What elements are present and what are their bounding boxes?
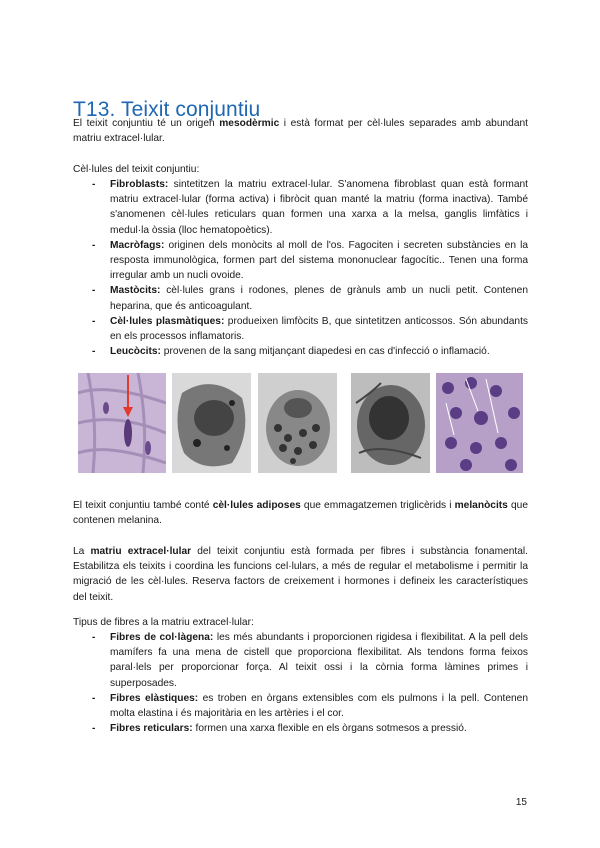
mast-cell-micrograph	[258, 373, 337, 473]
list-item-term: Mastòcits:	[110, 285, 161, 297]
list-item	[73, 721, 528, 736]
melanocyte-bold-term: melanòcits	[454, 500, 508, 511]
plasma-cell-micrograph	[351, 373, 430, 473]
list-item-term: Fibroblasts:	[110, 179, 169, 190]
list-item	[73, 283, 528, 313]
macrophage-micrograph	[172, 373, 251, 473]
list-item-text: produeixen limfòcits B, que sintetitzen anticossos. Són abundants en els processos inflamatoris.	[110, 315, 528, 343]
list-item-term: Cèl·lules plasmàtiques:	[110, 315, 225, 327]
list-item	[73, 314, 528, 344]
list-item-text: les més abundants i proporcionen rigidesa i flexibilitat. A la pell dels mamífers fa una mena de cistell que proporciona flexibilitat. Als tendons forma feixos paral·lels per proporcionar força. Al teixit ossi i la còrnia forma làmines primes i superposades.	[110, 632, 528, 689]
matrix-text: La	[73, 546, 91, 557]
list-item-text: cèl·lules grans i rodones, plenes de grànuls amb un nucli petit. Contenen heparina, que és anticoagulant.	[110, 285, 528, 312]
intro-text-end: i està format per cèl·lules separades amb abundant matriu extracel·lular.	[73, 118, 528, 145]
adipose-bold-term: cèl·lules adiposes	[212, 500, 301, 511]
adipose-text-mid: que emmagatzemen triglicèrids i	[300, 500, 455, 511]
leukocyte-micrograph	[436, 373, 523, 473]
matrix-bold-term: matriu extracel·lular	[90, 546, 192, 557]
list-item-term: Leucòcits:	[110, 346, 161, 358]
list-item	[73, 344, 528, 359]
cells-list	[73, 177, 528, 359]
list-item-text: es troben en òrgans extensibles com els pulmons i la pell. Contenen molta elastina i és majoritària en les artèries i el cor.	[110, 692, 528, 720]
intro-paragraph	[73, 116, 528, 146]
adipose-text: El teixit conjuntiu també conté	[73, 500, 213, 511]
list-item	[73, 630, 528, 691]
list-item	[73, 177, 528, 238]
list-item-term: Fibres reticulars:	[110, 723, 193, 735]
intro-bold-term: mesodèrmic	[219, 118, 280, 129]
list-item-text: formen una xarxa flexible en els òrgans sotmesos a pressió.	[192, 723, 467, 735]
page-number: 15	[515, 797, 527, 808]
intro-text: El teixit conjuntiu té un origen	[73, 118, 220, 129]
list-item-term: Macròfags:	[110, 239, 165, 251]
list-item-text: provenen de la sang mitjançant diapedesi en cas d'infecció o inflamació.	[160, 346, 490, 358]
list-item-text: sintetitzen la matriu extracel·lular. S'anomena fibroblast quan està formant matriu extracel·lular (forma activa) i fibròcit quan manté la matriu (forma inactiva). També s'anomenen cèl·lules reticulars quan formen una xarxa a la melsa, ganglis limfàtics i medul·la òssia (lloc hematopoètics).	[110, 179, 528, 236]
fibroblast-micrograph	[78, 373, 166, 473]
list-item-text: originen dels monòcits al moll de l'os. Fagociten i secreten substàncies en la resposta immunològica, formen part del sistema mononuclear fagocític.. Tenen una forma irregular amb un nucli ovoide.	[110, 239, 528, 282]
cells-heading: Cèl·lules del teixit conjuntiu:	[73, 164, 200, 175]
matrix-text-end: del teixit conjuntiu està formada per fibres i substància fonamental. Estabilitza els teixits i coordina les funcions cel·lulars, a més de regular el metabolisme i permitir la migració de les cèl·lules. Reserva factors de creixement i hormones i defineix les característiques del teixit.	[73, 546, 529, 603]
fibres-heading: Tipus de fibres a la matriu extracel·lular:	[73, 617, 254, 628]
page-title: T13. Teixit conjuntiu	[73, 98, 261, 122]
matrix-paragraph	[73, 544, 528, 605]
list-item	[73, 238, 528, 284]
adipose-paragraph	[73, 498, 528, 528]
list-item-term: Fibres elàstiques:	[110, 692, 199, 704]
adipose-text-end: que contenen melanina.	[73, 500, 528, 527]
fibres-list	[73, 630, 528, 736]
list-item-term: Fibres de col·làgena:	[110, 632, 214, 643]
list-item	[73, 691, 528, 721]
